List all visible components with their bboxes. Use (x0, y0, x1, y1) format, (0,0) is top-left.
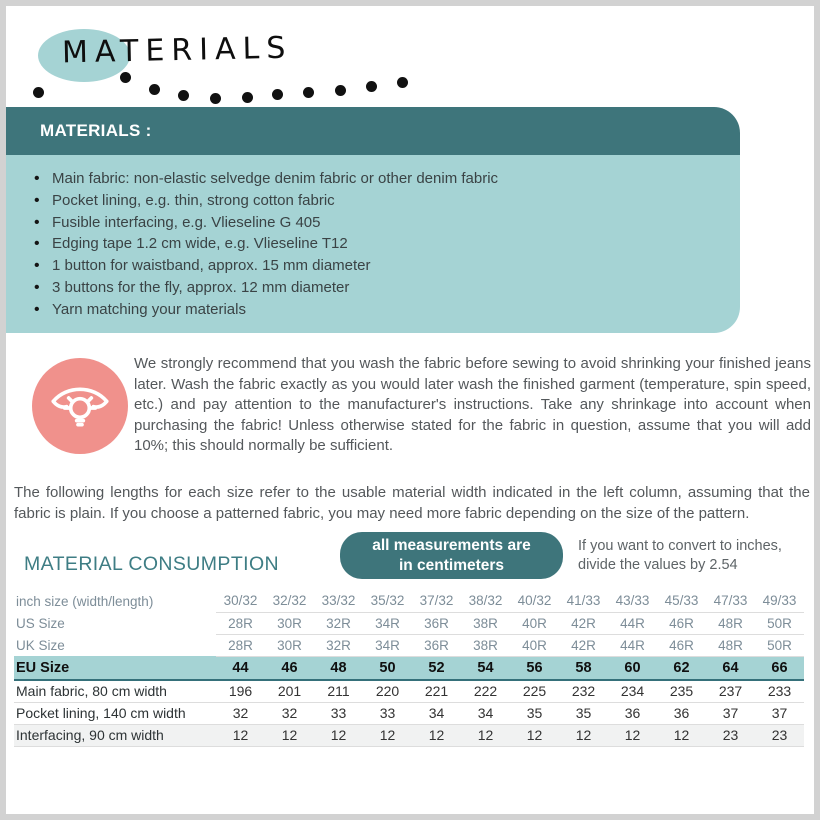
cell-value: 37 (706, 702, 755, 724)
badge-line-2: in centimeters (398, 556, 505, 574)
cell-value: 36 (657, 702, 706, 724)
cell-value: 37/32 (412, 590, 461, 612)
centimeters-badge (340, 532, 563, 579)
cell-value: 35 (559, 702, 608, 724)
cell-value: 46 (265, 656, 314, 680)
cell-value: 32R (314, 634, 363, 656)
cell-value: 12 (314, 724, 363, 746)
materials-list-item: • Yarn matching your materials (32, 299, 720, 321)
cell-value: 12 (608, 724, 657, 746)
inches-conversion-note (578, 537, 782, 575)
cell-value: 12 (265, 724, 314, 746)
cell-value: 48R (706, 612, 755, 634)
cell-value: 201 (265, 680, 314, 702)
cell-value: 234 (608, 680, 657, 702)
cell-value: 38R (461, 612, 510, 634)
cell-value: 35/32 (363, 590, 412, 612)
table-row (14, 702, 804, 724)
cell-value: 41/33 (559, 590, 608, 612)
cell-value: 36R (412, 634, 461, 656)
cell-value: 38/32 (461, 590, 510, 612)
cell-value: 48R (706, 634, 755, 656)
cell-value: 42R (559, 634, 608, 656)
cell-value: 12 (412, 724, 461, 746)
cell-value: 54 (461, 656, 510, 680)
cell-value: 60 (608, 656, 657, 680)
cell-value: 32 (216, 702, 265, 724)
cell-value: 56 (510, 656, 559, 680)
conversion-note-line-1: If you want to convert to inches, (578, 538, 782, 554)
materials-list (32, 168, 720, 321)
wash-recommendation-paragraph: We strongly recommend that you wash the fabric before sewing to avoid shrinking your finished jeans later. Wash the fabric exactly as you would later wash the finished garment (temperature, spin speed, etc.) and pay attention to the manufacturer's instructions. Take any shrinkage into account when purchasing the fabric! Unless otherwise stated for the fabric in question, assume that you will add 10%; this should normally be sufficient. (134, 355, 811, 454)
cell-value: 50R (755, 612, 804, 634)
decorative-dot (33, 87, 44, 98)
cell-value: 52 (412, 656, 461, 680)
table-row (14, 612, 804, 634)
materials-list-item: • 3 buttons for the fly, approx. 12 mm diameter (32, 277, 720, 299)
cell-value: 49/33 (755, 590, 804, 612)
cell-value: 237 (706, 680, 755, 702)
row-label: Interfacing, 90 cm width (14, 724, 216, 746)
table-row (14, 680, 804, 702)
cell-value: 23 (755, 724, 804, 746)
row-label: US Size (16, 615, 65, 631)
table-row (14, 590, 804, 612)
materials-list-item: • Main fabric: non-elastic selvedge denim fabric or other denim fabric (32, 168, 720, 190)
decorative-dot (303, 87, 314, 98)
cell-value: 64 (706, 656, 755, 680)
material-consumption-table (14, 590, 804, 747)
cell-value: 196 (216, 680, 265, 702)
table-intro-paragraph: The following lengths for each size refer to the usable material width indicated in the left column, assuming that the fabric is plain. If you choose a patterned fabric, you may need more fabric depending on the size of the pattern. (14, 484, 810, 522)
cell-value: 220 (363, 680, 412, 702)
decorative-dot (242, 92, 253, 103)
decorative-dot (335, 85, 346, 96)
cell-value: 33/32 (314, 590, 363, 612)
cell-value: 44R (608, 612, 657, 634)
materials-list-item: • Pocket lining, e.g. thin, strong cotton fabric (32, 190, 720, 212)
row-label: inch size (width/length) (16, 593, 154, 609)
cell-value: 221 (412, 680, 461, 702)
table-row (14, 724, 804, 746)
cell-value: 48 (314, 656, 363, 680)
row-label: Pocket lining, 140 cm width (14, 702, 216, 724)
cell-value: 36R (412, 612, 461, 634)
cell-value: 62 (657, 656, 706, 680)
cell-value: 225 (510, 680, 559, 702)
consumption-table-body (14, 590, 804, 746)
cell-value: 30R (265, 612, 314, 634)
cell-value: 32R (314, 612, 363, 634)
cell-value: 47/33 (706, 590, 755, 612)
cell-value: 12 (216, 724, 265, 746)
cell-value: 23 (706, 724, 755, 746)
cell-value: 12 (510, 724, 559, 746)
eye-lightbulb-icon (48, 372, 112, 441)
cell-value: 58 (559, 656, 608, 680)
row-label: Main fabric, 80 cm width (14, 680, 216, 702)
materials-list-item: • Edging tape 1.2 cm wide, e.g. Vlieseline T12 (32, 233, 720, 255)
cell-value: 12 (461, 724, 510, 746)
cell-value: 35 (510, 702, 559, 724)
cell-value: 34 (412, 702, 461, 724)
table-row (14, 656, 804, 680)
page-title: MATERIALS (61, 30, 293, 71)
cell-value: 36 (608, 702, 657, 724)
table-row (14, 634, 804, 656)
conversion-note-line-2: divide the values by 2.54 (578, 557, 738, 573)
cell-value: 211 (314, 680, 363, 702)
materials-section-header (6, 107, 740, 155)
cell-value: 40R (510, 612, 559, 634)
cell-value: 50R (755, 634, 804, 656)
cell-value: 44R (608, 634, 657, 656)
cell-value: 233 (755, 680, 804, 702)
attention-badge (32, 358, 128, 454)
material-consumption-heading: MATERIAL CONSUMPTION (24, 553, 280, 575)
cell-value: 46R (657, 634, 706, 656)
cell-value: 32 (265, 702, 314, 724)
materials-list-box (6, 155, 740, 333)
cell-value: 222 (461, 680, 510, 702)
cell-value: 33 (363, 702, 412, 724)
cell-value: 44 (216, 656, 265, 680)
cell-value: 235 (657, 680, 706, 702)
cell-value: 28R (216, 634, 265, 656)
cell-value: 32/32 (265, 590, 314, 612)
cell-value: 40R (510, 634, 559, 656)
materials-list-item: • 1 button for waistband, approx. 15 mm diameter (32, 255, 720, 277)
cell-value: 37 (755, 702, 804, 724)
decorative-dot (178, 90, 189, 101)
document-page (6, 6, 814, 814)
cell-value: 50 (363, 656, 412, 680)
decorative-dot (272, 89, 283, 100)
row-label: UK Size (16, 637, 65, 653)
cell-value: 42R (559, 612, 608, 634)
cell-value: 30/32 (216, 590, 265, 612)
decorative-dot (366, 81, 377, 92)
cell-value: 12 (363, 724, 412, 746)
cell-value: 38R (461, 634, 510, 656)
cell-value: 40/32 (510, 590, 559, 612)
decorative-dot (120, 72, 131, 83)
decorative-dot (397, 77, 408, 88)
row-label: EU Size (14, 656, 216, 680)
cell-value: 30R (265, 634, 314, 656)
cell-value: 28R (216, 612, 265, 634)
cell-value: 34R (363, 634, 412, 656)
decorative-dot (210, 93, 221, 104)
badge-line-1: all measurements are (372, 536, 531, 554)
cell-value: 45/33 (657, 590, 706, 612)
cell-value: 12 (559, 724, 608, 746)
cell-value: 66 (755, 656, 804, 680)
decorative-dot (149, 84, 160, 95)
cell-value: 46R (657, 612, 706, 634)
cell-value: 12 (657, 724, 706, 746)
cell-value: 34 (461, 702, 510, 724)
materials-list-item: • Fusible interfacing, e.g. Vlieseline G 405 (32, 212, 720, 234)
cell-value: 43/33 (608, 590, 657, 612)
cell-value: 33 (314, 702, 363, 724)
cell-value: 34R (363, 612, 412, 634)
cell-value: 232 (559, 680, 608, 702)
materials-header-label: MATERIALS : (40, 121, 152, 140)
